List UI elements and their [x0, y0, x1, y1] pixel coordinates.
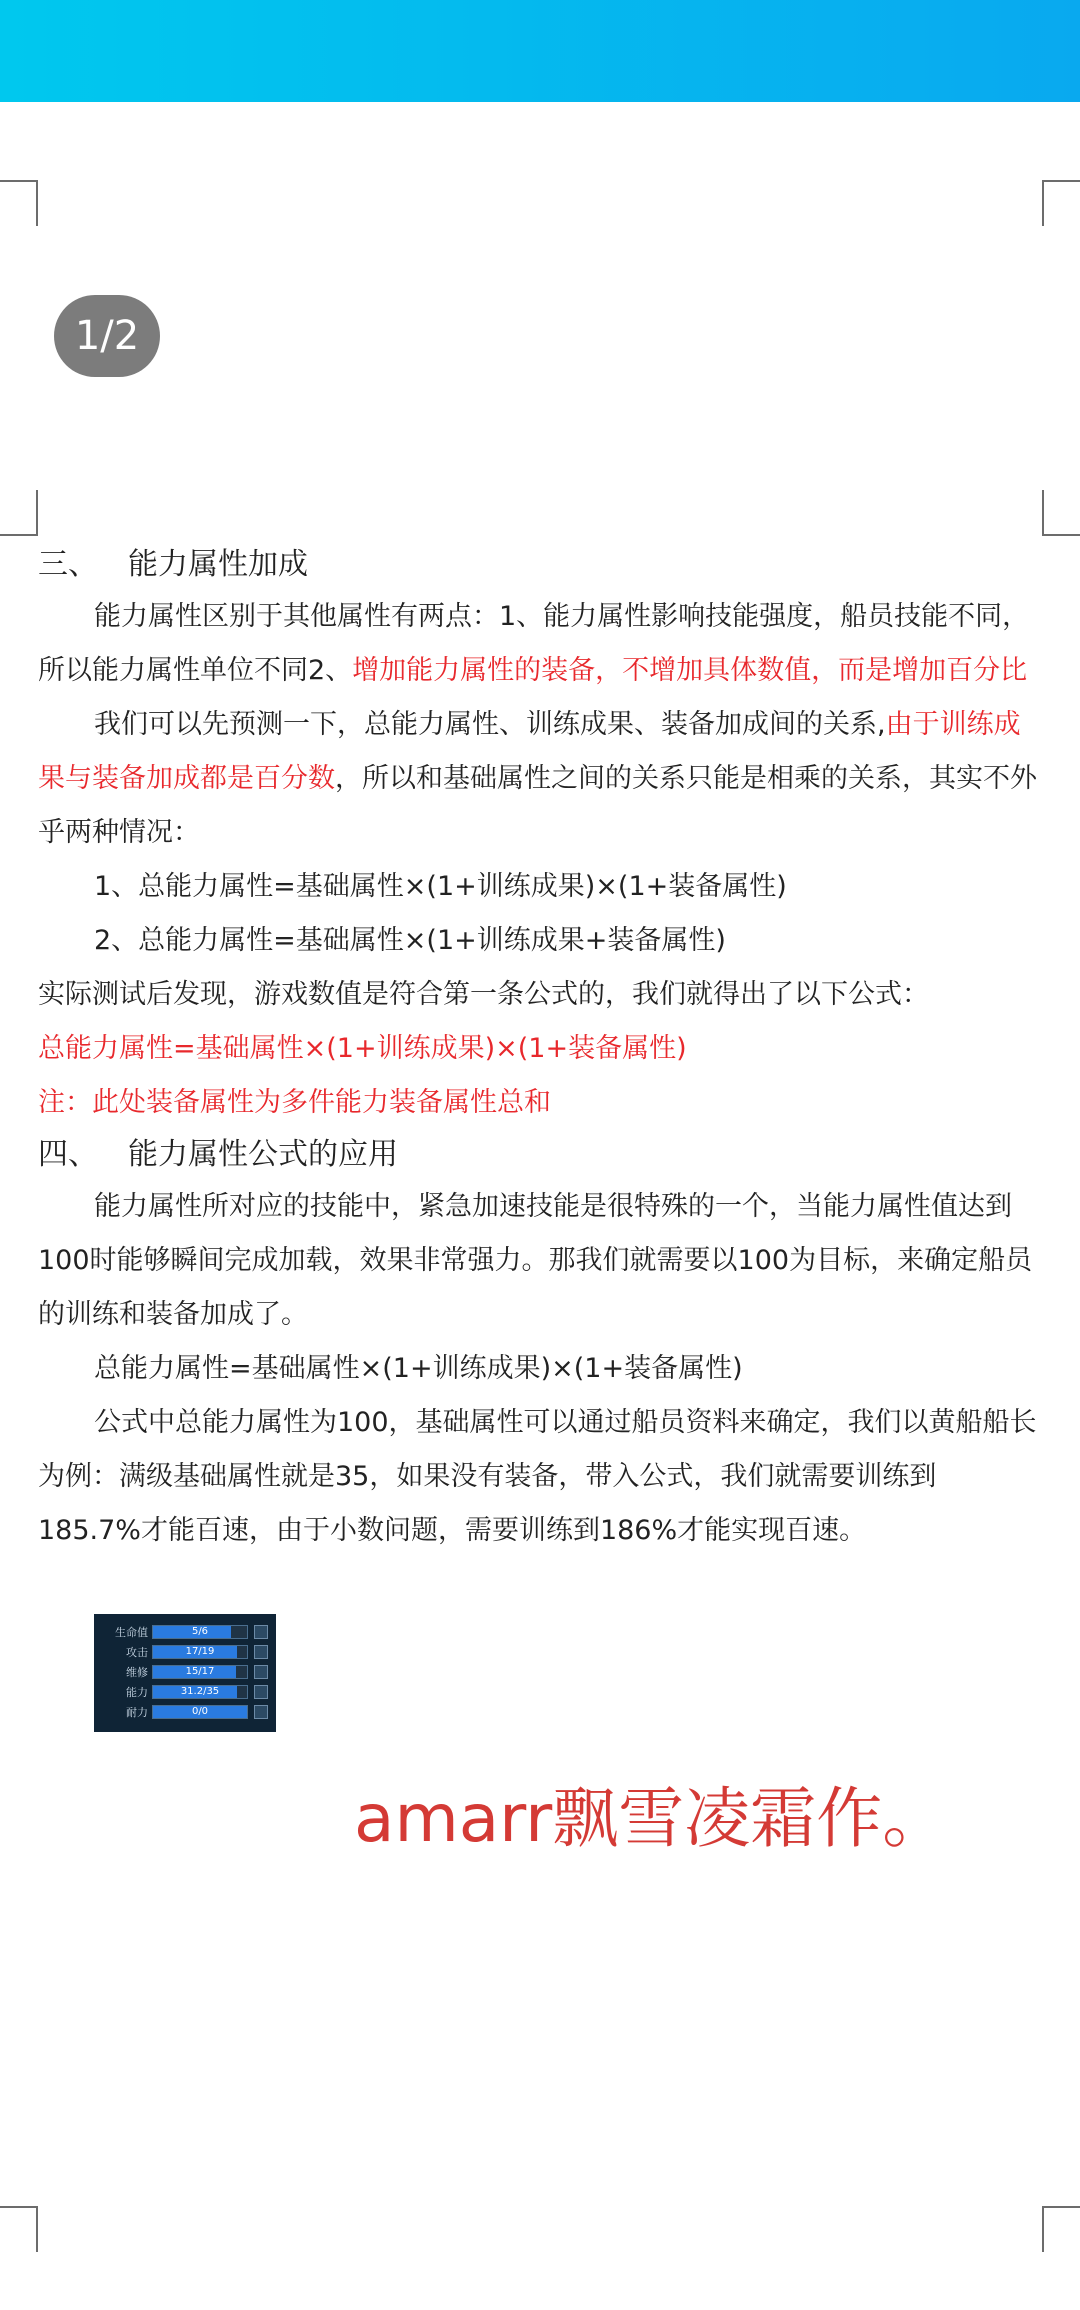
author-signature: amarr飘雪凌霜作。: [354, 1780, 949, 1857]
stat-row: [100, 1642, 270, 1662]
section-4-number: 四、: [38, 1137, 98, 1172]
wrench-icon: [254, 1665, 268, 1679]
stat-label: 耐力: [126, 1706, 148, 1719]
stat-value: 0/0: [191, 1706, 209, 1717]
paragraph-1-text: 能力属性区别于其他属性有两点：1、能力属性影响技能强度，船员技能不同，所以能力属性单位不同2、: [38, 601, 1030, 686]
stat-bar: [152, 1705, 248, 1719]
ability-icon: [254, 1685, 268, 1699]
paragraph-3: 能力属性所对应的技能中，紧急加速技能是很特殊的一个，当能力属性值达到100时能够瞬间完成加载，效果非常强力。那我们就需要以100为目标，来确定船员的训练和装备加成了。: [38, 1191, 1033, 1330]
paragraph-4: 公式中总能力属性为100，基础属性可以通过船员资料来确定，我们以黄船船长为例：满级基础属性就是35，如果没有装备，带入公式，我们就需要训练到185.7%才能百速，由于小数问题，需要训练到186%才能实现百速。: [38, 1407, 1037, 1546]
section-3-title: 能力属性加成: [128, 547, 308, 582]
paragraph-2-text-a: 我们可以先预测一下，总能力属性、训练成果、装备加成间的关系,: [94, 709, 886, 740]
stat-label: 能力: [126, 1686, 148, 1699]
stat-bar: [152, 1665, 248, 1679]
paragraph-1: [38, 590, 1038, 698]
stat-bar: [152, 1645, 248, 1659]
corner-mark-top-right: [1042, 180, 1080, 226]
paragraph-2-highlight: 由于训练成果与装备加成都是百分数: [38, 709, 1021, 794]
paragraph-2-text-c: ，所以和基础属性之间的关系只能是相乘的关系，其实不外乎两种情况：: [38, 763, 1037, 848]
stat-row: [100, 1662, 270, 1682]
section-3-heading: [38, 540, 1038, 590]
formula-option-1: 1、总能力属性=基础属性×(1+训练成果)×(1+装备属性): [94, 871, 787, 902]
stat-value: 15/17: [185, 1666, 215, 1677]
stat-value: 17/19: [185, 1646, 215, 1657]
stat-row: [100, 1702, 270, 1722]
stat-value: 5/6: [191, 1626, 209, 1637]
game-stats-image: [94, 1614, 276, 1732]
corner-mark-bottom-left: [0, 490, 38, 536]
stat-bar: [152, 1625, 248, 1639]
heart-icon: [254, 1625, 268, 1639]
stat-label: 维修: [126, 1666, 148, 1679]
document-body: [38, 540, 1038, 1558]
formula-option-2: 2、总能力属性=基础属性×(1+训练成果+装备属性): [94, 925, 726, 956]
final-formula: 总能力属性=基础属性×(1+训练成果)×(1+装备属性): [38, 1033, 687, 1064]
stat-row: [100, 1622, 270, 1642]
paragraph-2: [38, 698, 1038, 860]
paragraph-1-highlight: 增加能力属性的装备，不增加具体数值，而是增加百分比: [352, 655, 1028, 686]
stat-value: 31.2/35: [180, 1686, 220, 1697]
stat-row: [100, 1682, 270, 1702]
note-text: 注：此处装备属性为多件能力装备属性总和: [38, 1087, 551, 1118]
weapon-icon: [254, 1645, 268, 1659]
section-3-number: 三、: [38, 547, 98, 582]
page-indicator[interactable]: 1/2: [54, 295, 160, 377]
stat-bar: [152, 1685, 248, 1699]
corner-mark-bottom-right: [1042, 490, 1080, 536]
section-4-heading: [38, 1130, 1038, 1180]
corner-mark-next-top-left: [0, 2206, 38, 2252]
corner-mark-top-left: [0, 180, 38, 226]
stamina-icon: [254, 1705, 268, 1719]
stat-label: 生命值: [115, 1626, 148, 1639]
stat-label: 攻击: [126, 1646, 148, 1659]
top-bar: [0, 0, 1080, 102]
section-4-title: 能力属性公式的应用: [128, 1137, 398, 1172]
corner-mark-next-top-right: [1042, 2206, 1080, 2252]
test-result-text: 实际测试后发现，游戏数值是符合第一条公式的，我们就得出了以下公式：: [38, 979, 929, 1010]
formula-repeat: 总能力属性=基础属性×(1+训练成果)×(1+装备属性): [94, 1353, 743, 1384]
